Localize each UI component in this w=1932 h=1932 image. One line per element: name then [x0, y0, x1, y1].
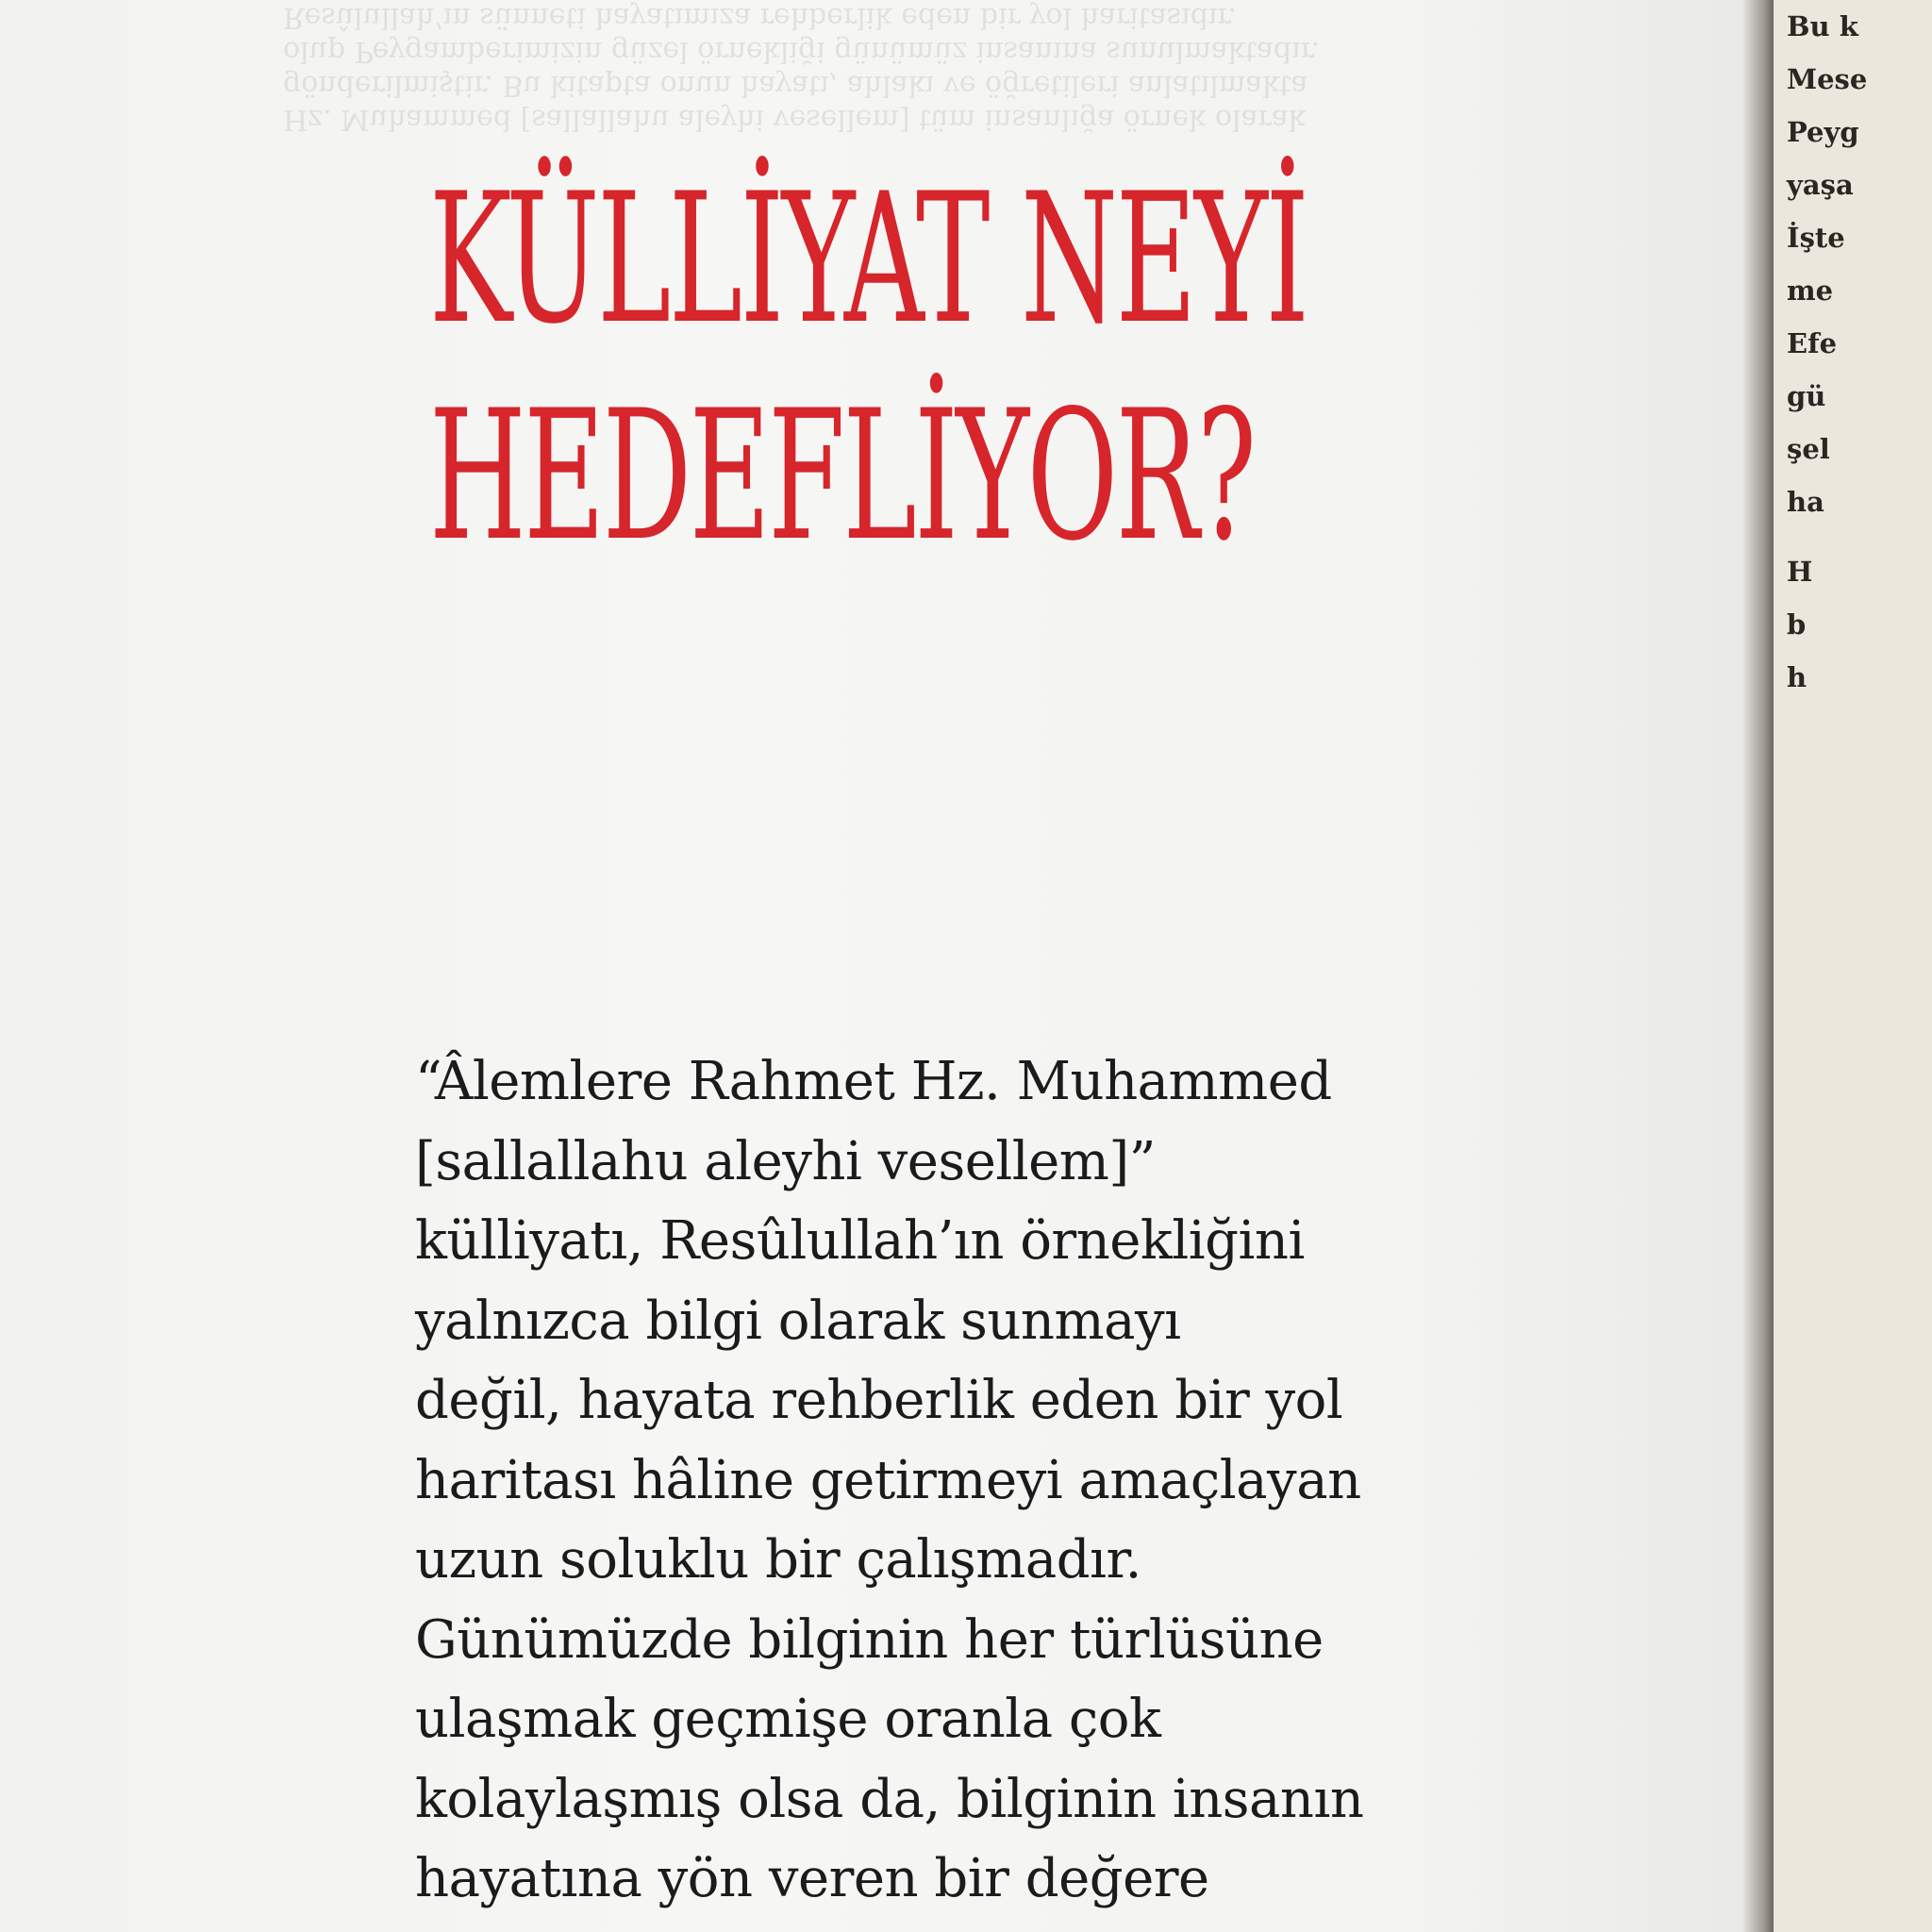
- facing-line: H: [1787, 556, 1813, 588]
- body-line: uzun soluklu bir çalışmadır.: [415, 1529, 1141, 1591]
- facing-line: ha: [1787, 486, 1824, 518]
- facing-line: şel: [1787, 433, 1830, 465]
- bleed-line: Hz. Muhammed [sallallahu aleyhi vesellem] tüm insanlığa örnek olarak: [283, 103, 1306, 136]
- body-line: kolaylaşmış olsa da, bilginin insanın: [415, 1768, 1364, 1830]
- body-line: ulaşmak geçmişe oranla çok: [415, 1689, 1161, 1750]
- book-gutter: [1743, 0, 1774, 1932]
- facing-line: İşte: [1787, 222, 1845, 254]
- article-headline: [429, 151, 1307, 585]
- facing-line: yaşa: [1787, 169, 1854, 201]
- facing-line: Mese: [1787, 63, 1868, 95]
- facing-line: h: [1787, 661, 1807, 693]
- body-line: külliyatı, Resûlullah’ın örnekliğini: [415, 1210, 1305, 1272]
- facing-page-text: [1787, 0, 1867, 704]
- facing-line: me: [1787, 275, 1834, 307]
- body-line: yalnızca bilgi olarak sunmayı: [415, 1290, 1181, 1352]
- bleed-line: Resûlullah’ın sünneti hayatımıza rehberlik eden bir yol haritasıdır.: [283, 1, 1238, 34]
- article-lead-paragraph: [415, 1042, 1679, 1920]
- bleed-line: gönderilmiştir. Bu kitapta onun hayatı, ahlakı ve öğretileri anlatılmakta: [283, 69, 1308, 102]
- body-line: “Âlemlere Rahmet Hz. Muhammed: [415, 1051, 1332, 1112]
- body-line: haritası hâline getirmeyi amaçlayan: [415, 1449, 1361, 1511]
- facing-page: [1774, 0, 1932, 1932]
- bleed-through-text-top: [283, 0, 1320, 136]
- headline-line-2: HEDEFLİYOR?: [429, 372, 1255, 580]
- headline-line-1: KÜLLİYAT NEYİ: [429, 155, 1307, 363]
- facing-line: Peyg: [1787, 116, 1859, 148]
- body-line: hayatına yön veren bir değere: [415, 1848, 1209, 1909]
- facing-line: b: [1787, 608, 1807, 641]
- facing-line: gü: [1787, 380, 1826, 412]
- facing-line: Bu k: [1787, 10, 1858, 42]
- body-line: değil, hayata rehberlik eden bir yol: [415, 1370, 1343, 1431]
- bleed-line: olup Peygamberimizin güzel örnekliği günümüz insanına sunulmaktadır.: [283, 35, 1321, 68]
- body-line: [sallallahu aleyhi vesellem]”: [415, 1130, 1156, 1192]
- facing-line: Efe: [1787, 327, 1838, 359]
- body-line: Günümüzde bilginin her türlüsüne: [415, 1608, 1324, 1671]
